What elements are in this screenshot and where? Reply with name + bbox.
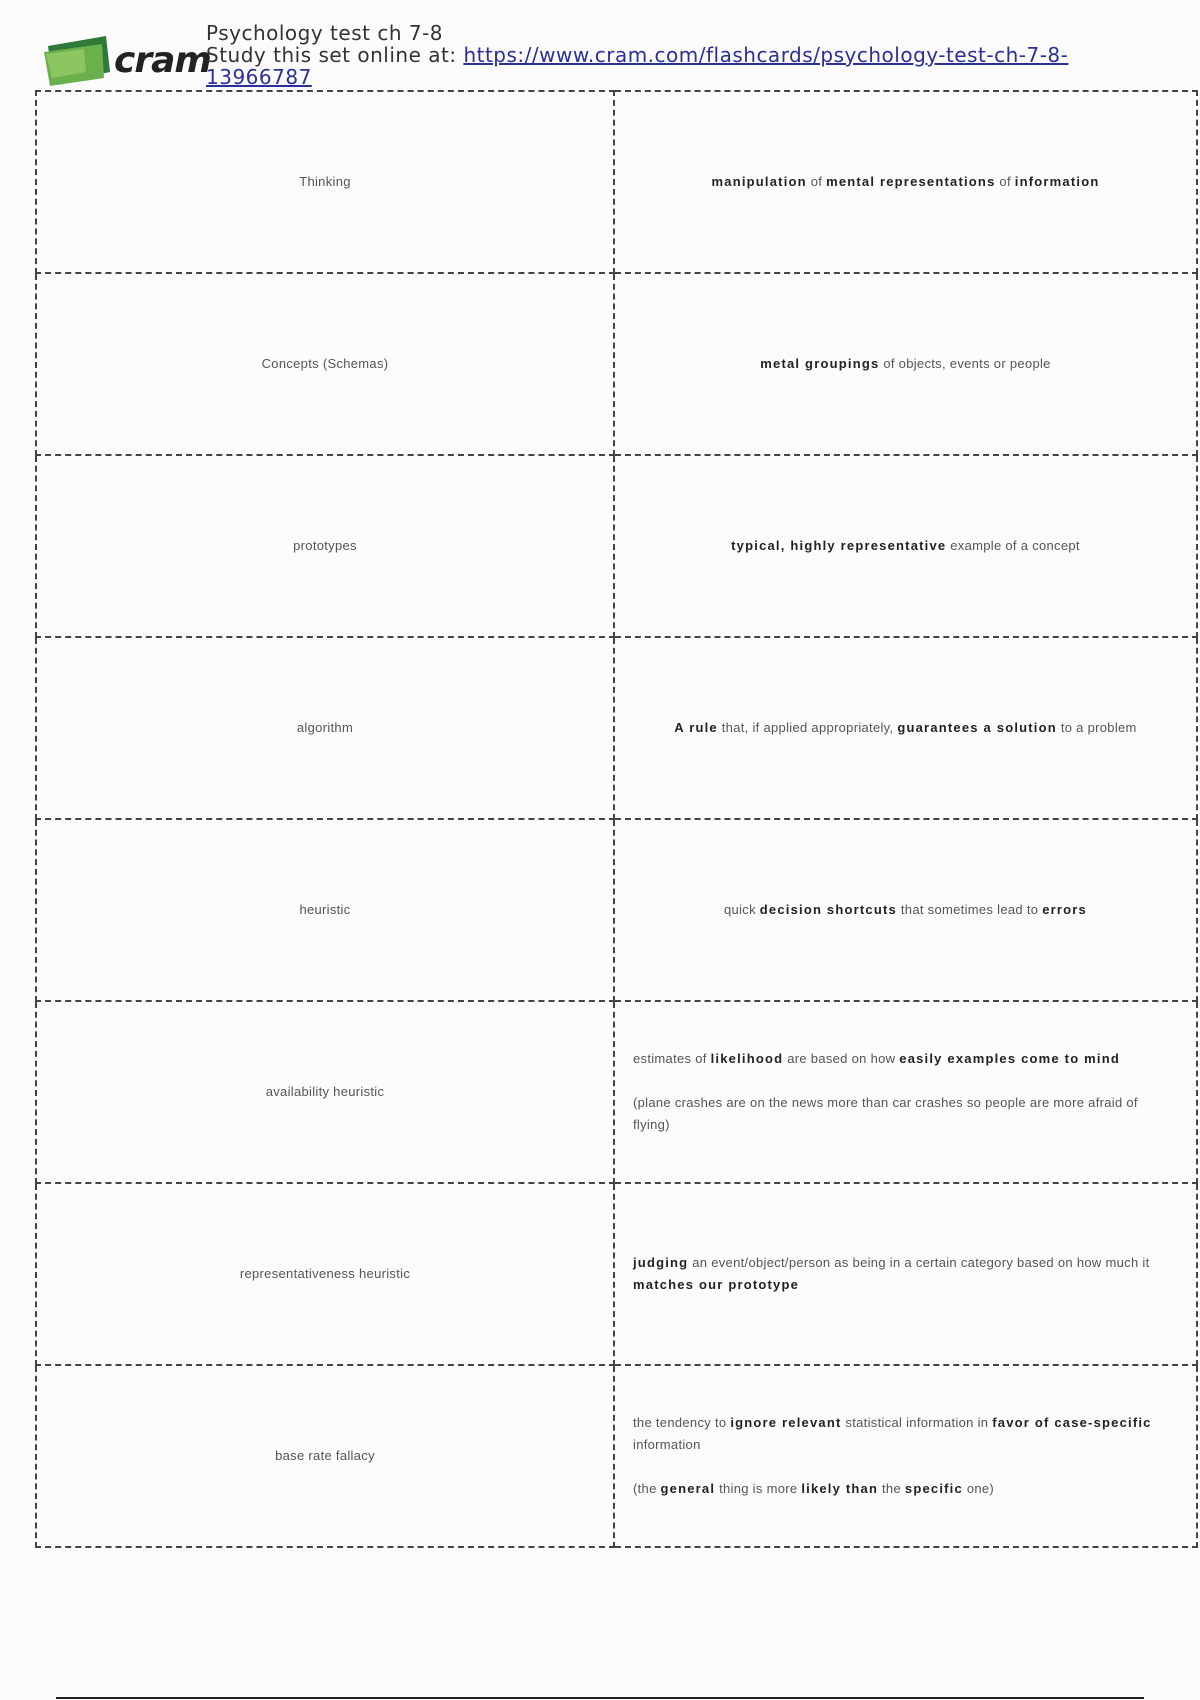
text: information xyxy=(633,1437,701,1452)
bold-text: A rule xyxy=(674,720,718,735)
text: quick xyxy=(724,902,760,917)
bold-text: information xyxy=(1014,174,1100,189)
flashcard-row xyxy=(36,1365,1197,1547)
flashcard-row xyxy=(36,1183,1197,1365)
text: statistical information in xyxy=(841,1415,993,1430)
card-definition xyxy=(614,273,1197,455)
card-definition xyxy=(614,91,1197,273)
flashcard-table xyxy=(35,90,1198,1548)
text: the xyxy=(878,1481,905,1496)
definition-paragraph xyxy=(633,1252,1178,1296)
card-term: Thinking xyxy=(36,91,614,273)
study-prefix: Study this set online at: xyxy=(206,43,464,67)
bold-text: ignore relevant xyxy=(730,1415,842,1430)
definition-paragraph xyxy=(633,535,1178,557)
text: of xyxy=(806,174,827,189)
page-header xyxy=(44,20,1144,90)
text: example of a concept xyxy=(946,538,1080,553)
bold-text: favor of case-specific xyxy=(992,1415,1152,1430)
card-definition xyxy=(614,637,1197,819)
card-term: representativeness heuristic xyxy=(36,1183,614,1365)
cram-logo-text: cram xyxy=(114,40,211,81)
text: (the xyxy=(633,1481,661,1496)
bold-text: typical, highly representative xyxy=(731,538,947,553)
cram-logo-icon xyxy=(44,32,114,88)
definition-paragraph xyxy=(633,171,1178,193)
cram-logo[interactable] xyxy=(44,28,211,88)
study-link[interactable]: https://www.cram.com/flashcards/psychology-test-ch-7-8-13966787 xyxy=(206,43,1069,89)
header-text xyxy=(206,22,1146,88)
definition-paragraph xyxy=(633,1048,1178,1070)
flashcard-row xyxy=(36,1001,1197,1183)
bold-text: judging xyxy=(633,1255,689,1270)
card-term: base rate fallacy xyxy=(36,1365,614,1547)
card-definition xyxy=(614,819,1197,1001)
footer-divider xyxy=(56,1697,1144,1699)
bold-text: errors xyxy=(1042,902,1087,917)
text: of objects, events or people xyxy=(879,356,1051,371)
bold-text: mental representations xyxy=(826,174,996,189)
bold-text: general xyxy=(660,1481,716,1496)
bold-text: specific xyxy=(904,1481,963,1496)
definition-paragraph xyxy=(633,717,1178,739)
card-definition xyxy=(614,1001,1197,1183)
card-term: Concepts (Schemas) xyxy=(36,273,614,455)
flashcard-row xyxy=(36,91,1197,273)
definition-paragraph xyxy=(633,1478,1178,1500)
bold-text: metal groupings xyxy=(760,356,880,371)
flashcard-row xyxy=(36,819,1197,1001)
card-definition xyxy=(614,1183,1197,1365)
text: estimates of xyxy=(633,1051,711,1066)
bold-text: likely than xyxy=(801,1481,879,1496)
definition-paragraph xyxy=(633,353,1178,375)
bold-text: easily examples come to mind xyxy=(899,1051,1121,1066)
flashcard-row xyxy=(36,637,1197,819)
set-title: Psychology test ch 7-8 xyxy=(206,21,444,45)
text: an event/object/person as being in a certain category based on how much it xyxy=(688,1255,1150,1270)
definition-paragraph xyxy=(633,899,1178,921)
bold-text: matches our prototype xyxy=(633,1277,800,1292)
text: the tendency to xyxy=(633,1415,731,1430)
flashcard-row xyxy=(36,455,1197,637)
definition-paragraph xyxy=(633,1092,1178,1136)
text: of xyxy=(995,174,1015,189)
card-term: heuristic xyxy=(36,819,614,1001)
card-term: algorithm xyxy=(36,637,614,819)
card-definition xyxy=(614,455,1197,637)
text: that sometimes lead to xyxy=(896,902,1043,917)
flashcard-row xyxy=(36,273,1197,455)
bold-text: guarantees a solution xyxy=(897,720,1057,735)
card-definition xyxy=(614,1365,1197,1547)
text: are based on how xyxy=(783,1051,900,1066)
card-term: prototypes xyxy=(36,455,614,637)
bold-text: manipulation xyxy=(711,174,807,189)
text: thing is more xyxy=(715,1481,802,1496)
card-term: availability heuristic xyxy=(36,1001,614,1183)
definition-paragraph xyxy=(633,1412,1178,1456)
study-online-line xyxy=(206,44,1146,88)
bold-text: decision shortcuts xyxy=(759,902,897,917)
text: that, if applied appropriately, xyxy=(717,720,898,735)
text: (plane crashes are on the news more than car crashes so people are more afraid of flying) xyxy=(633,1095,1138,1132)
text: one) xyxy=(962,1481,995,1496)
bold-text: likelihood xyxy=(710,1051,784,1066)
text: to a problem xyxy=(1056,720,1137,735)
